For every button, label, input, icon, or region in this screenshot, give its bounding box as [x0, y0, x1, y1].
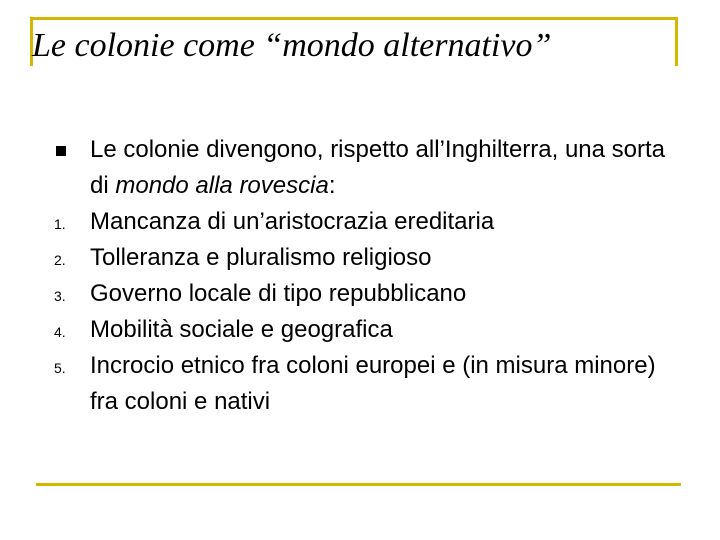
item-number: 5.	[54, 360, 66, 376]
item-number: 1.	[54, 216, 66, 232]
item-text: Tolleranza e pluralismo religioso	[90, 244, 432, 271]
slide-title: Le colonie come “mondo alternativo”	[32, 27, 552, 64]
item-number: 4.	[54, 324, 66, 340]
numbered-item-5	[48, 348, 688, 420]
item-number: 2.	[54, 252, 66, 268]
item-text: Governo locale di tipo repubblicano	[90, 280, 467, 307]
slide-content-list	[48, 132, 688, 420]
frame-right-line	[675, 17, 678, 66]
square-bullet-icon	[56, 146, 66, 156]
item-text: Incrocio etnico fra coloni europei e (in misura minore) fra coloni e nativi	[90, 352, 656, 415]
numbered-item-2	[48, 240, 688, 276]
numbered-item-1	[48, 204, 688, 240]
intro-emphasis: mondo alla rovescia	[115, 172, 329, 199]
frame-top-line	[30, 17, 678, 20]
frame-bottom-line	[36, 483, 681, 486]
intro-item	[48, 132, 688, 204]
item-text: Mobilità sociale e geografica	[90, 316, 393, 343]
numbered-item-4	[48, 312, 688, 348]
item-text: Mancanza di un’aristocrazia ereditaria	[90, 208, 495, 235]
intro-text-after: :	[328, 172, 336, 199]
item-number: 3.	[54, 288, 66, 304]
intro-text-before: Le colonie divengono, rispetto all’Inghilterra, una sorta di	[90, 136, 666, 199]
numbered-item-3	[48, 276, 688, 312]
intro-text	[90, 136, 665, 199]
